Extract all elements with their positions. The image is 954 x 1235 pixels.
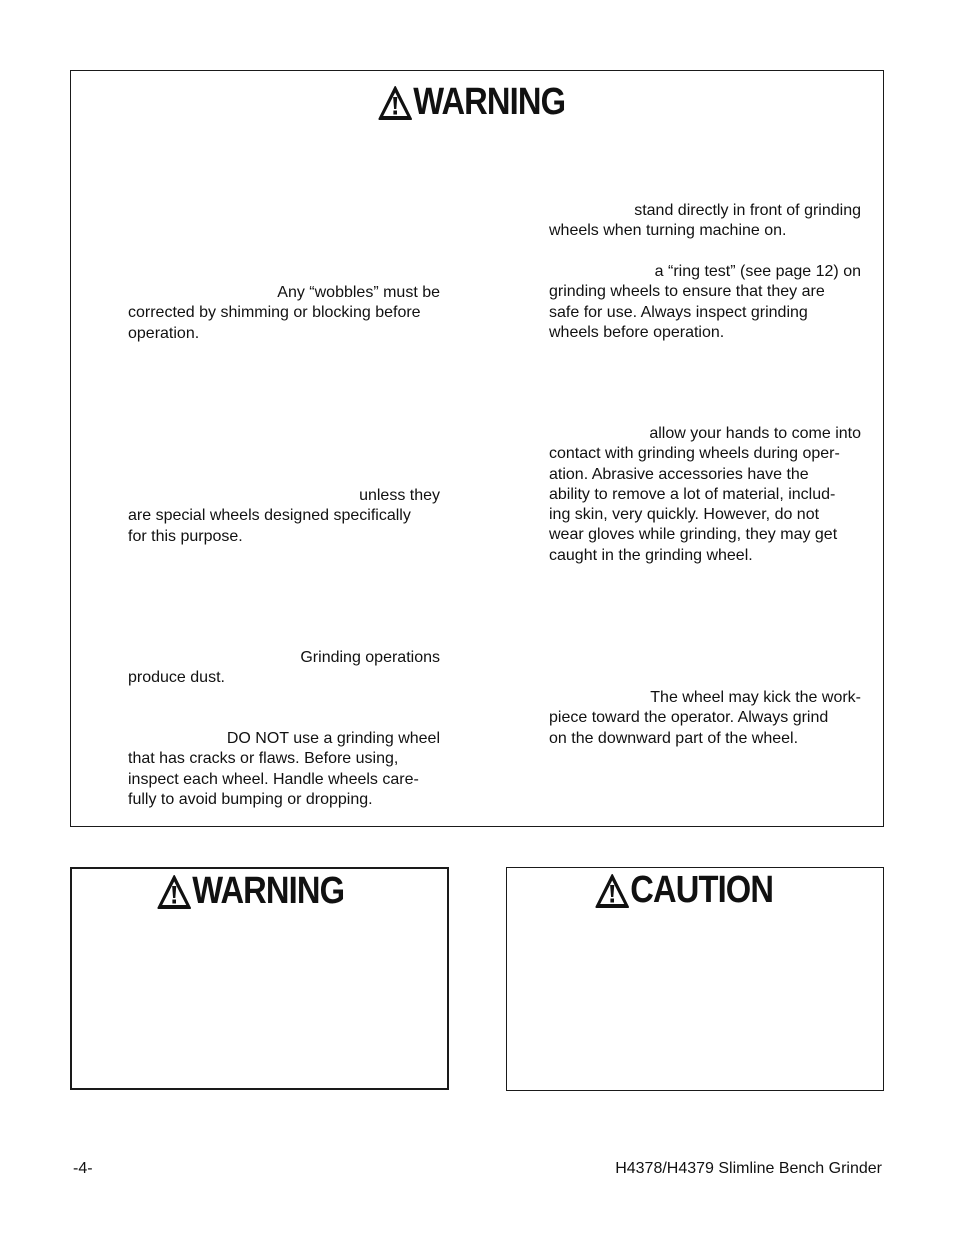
paragraph-line: are special wheels designed specifically: [128, 507, 411, 525]
paragraph-line: on the downward part of the wheel.: [549, 729, 799, 747]
safety-paragraph: [128, 486, 440, 547]
paragraph-line: operation.: [128, 324, 200, 342]
safety-paragraph: [128, 729, 440, 810]
safety-paragraph: [128, 283, 440, 344]
paragraph-line: wheels when turning machine on.: [549, 222, 787, 240]
paragraph-line: fully to avoid bumping or dropping.: [128, 790, 373, 808]
paragraph-line: that has cracks or flaws. Before using,: [128, 750, 399, 768]
paragraph-line: wheels before operation.: [549, 323, 725, 341]
safety-paragraph: [549, 424, 861, 566]
bottom-warning-box: [70, 867, 449, 1090]
caution-heading-text: CAUTION: [630, 869, 774, 911]
safety-paragraph: [549, 688, 861, 749]
paragraph-line: for this purpose.: [128, 527, 243, 545]
document-title: H4378/H4379 Slimline Bench Grinder: [615, 1160, 882, 1177]
safety-paragraph: [128, 648, 440, 689]
paragraph-line: ability to remove a lot of material, includ-: [549, 485, 836, 503]
paragraph-line: unless they: [359, 487, 440, 504]
safety-paragraph: [549, 262, 861, 343]
paragraph-line: inspect each wheel. Handle wheels care-: [128, 770, 419, 788]
paragraph-line: ation. Abrasive accessories have the: [549, 465, 809, 483]
paragraph-line: grinding wheels to ensure that they are: [549, 283, 825, 301]
paragraph-line: Grinding operations: [300, 649, 440, 666]
paragraph-line: safe for use. Always inspect grinding: [549, 303, 808, 321]
paragraph-line: The wheel may kick the work-: [650, 689, 861, 706]
paragraph-line: contact with grinding wheels during oper-: [549, 445, 840, 463]
bottom-caution-box: [506, 867, 884, 1091]
warning-heading: [157, 870, 344, 913]
warning-triangle-icon: [157, 874, 191, 910]
paragraph-line: piece toward the operator. Always grind: [549, 709, 829, 727]
warning-triangle-icon: [378, 85, 412, 121]
paragraph-line: DO NOT use a grinding wheel: [226, 730, 440, 747]
paragraph-line: stand directly in front of grinding: [634, 202, 861, 219]
safety-paragraph: [549, 201, 861, 242]
page-number: -4-: [73, 1160, 93, 1177]
paragraph-line: corrected by shimming or blocking before: [128, 304, 421, 322]
paragraph-line: allow your hands to come into: [649, 425, 861, 442]
warning-heading-text: WARNING: [413, 81, 566, 123]
paragraph-line: a “ring test” (see page 12) on: [654, 263, 861, 280]
main-warning-box: [70, 70, 884, 827]
caution-triangle-icon: [595, 873, 629, 909]
caution-heading: [595, 869, 773, 912]
paragraph-line: Any “wobbles” must be: [277, 284, 440, 301]
warning-heading-text: WARNING: [192, 870, 345, 912]
paragraph-line: produce dust.: [128, 669, 225, 687]
warning-heading: [378, 81, 565, 124]
paragraph-line: wear gloves while grinding, they may get: [549, 526, 838, 544]
paragraph-line: caught in the grinding wheel.: [549, 546, 753, 564]
paragraph-line: ing skin, very quickly. However, do not: [549, 506, 820, 524]
